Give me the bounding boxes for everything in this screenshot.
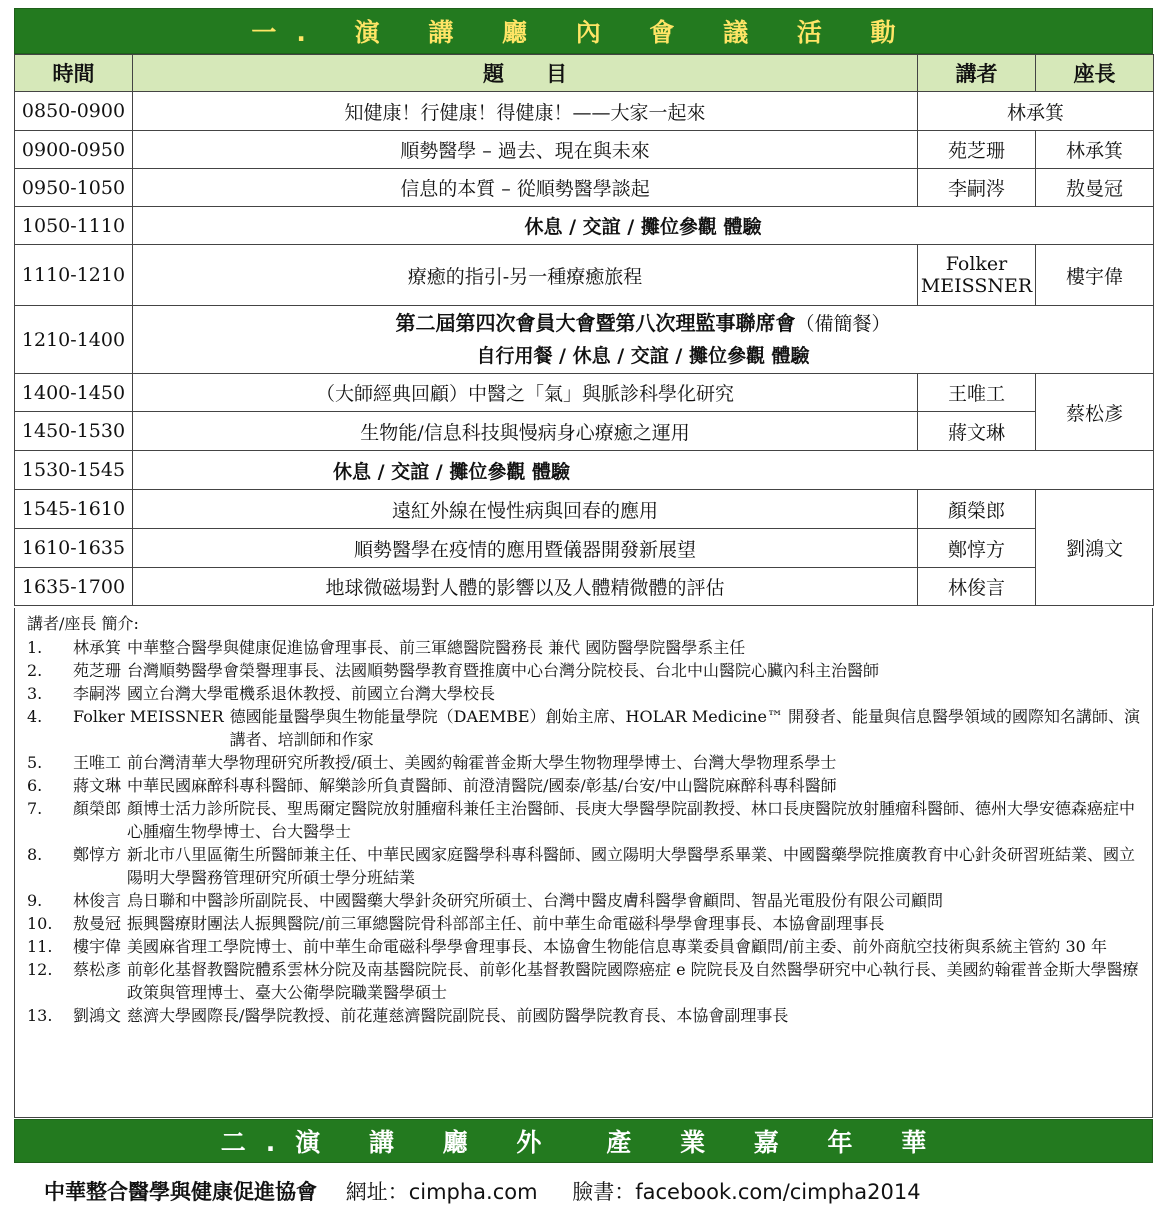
- time-cell: 1610-1635: [15, 529, 133, 568]
- bio-item: [27, 797, 1142, 843]
- bios-section: [14, 608, 1153, 1118]
- bio-name: 蔡松彥: [73, 960, 122, 979]
- bio-number: 2.: [27, 661, 43, 680]
- bio-text: 新北市八里區衛生所醫師兼主任、中華民國家庭醫學科專科醫師、國立陽明大學醫學系畢業、中國醫藥學院推廣教育中心針灸研習班結業、國立陽明大學醫務管理研究所碩士學分班結業: [127, 845, 1136, 887]
- schedule-table: [14, 54, 1154, 606]
- bio-text: 德國能量醫學與生物能量學院（DAEMBE）創始主席、HOLAR Medicine™ 開發者、能量與信息醫學領域的國際知名講師、演講者、培訓師和作家: [229, 707, 1141, 749]
- bio-item: [27, 636, 1142, 659]
- bio-text: 台灣順勢醫學會榮譽理事長、法國順勢醫學教育暨推廣中心台灣分院校長、台北中山醫院心臟內科主治醫師: [127, 661, 880, 680]
- bios-header: 講者/座長 簡介:: [27, 614, 139, 633]
- bio-name: 王唯工: [73, 753, 122, 772]
- speaker-cell: 顏榮郎: [918, 490, 1036, 529]
- speaker-cell: Folker MEISSNER: [918, 245, 1036, 306]
- chair-cell: 敖曼冠: [1036, 169, 1154, 207]
- table-row: [15, 207, 1154, 245]
- table-row: [15, 412, 1154, 451]
- bio-name: 樓宇偉: [73, 937, 122, 956]
- bio-text: 烏日聯和中醫診所副院長、中國醫藥大學針灸研究所碩士、台灣中醫皮膚科醫學會顧問、智晶光電股份有限公司顧問: [127, 891, 944, 910]
- bio-number: 10.: [27, 914, 53, 933]
- bio-text: 美國麻省理工學院博士、前中華生命電磁科學學會理事長、本協會生物能信息專業委員會顧問/前主委、前外商航空技術與系統主管約 30 年: [127, 937, 1107, 956]
- bio-item: [27, 705, 1142, 751]
- bio-text: 國立台灣大學電機系退休教授、前國立台灣大學校長: [127, 684, 496, 703]
- bio-number: 11.: [27, 937, 53, 956]
- bio-item: [27, 843, 1142, 889]
- bio-item: [27, 751, 1142, 774]
- speaker-cell: 苑芝珊: [918, 131, 1036, 169]
- time-cell: 0900-0950: [15, 131, 133, 169]
- chair-cell: 林承箕: [1036, 131, 1154, 169]
- table-row: [15, 245, 1154, 306]
- break-cell: 休息 / 交誼 / 攤位參觀 體驗: [133, 451, 1154, 490]
- bio-name: 林承箕: [73, 638, 122, 657]
- bio-item: [27, 889, 1142, 912]
- bio-text: 前彰化基督教醫院體系雲林分院及南基醫院院長、前彰化基督教醫院國際癌症 e 院院長及自然醫學研究中心執行長、美國約翰霍普金斯大學醫療政策與管理博士、臺大公衛學院職業醫學碩士: [127, 960, 1139, 1002]
- bio-number: 7.: [27, 799, 43, 818]
- table-row: [15, 169, 1154, 207]
- table-row: [15, 529, 1154, 568]
- table-row: [15, 92, 1154, 131]
- facebook-link[interactable]: facebook.com/cimpha2014: [635, 1180, 921, 1204]
- bio-text: 中華整合醫學與健康促進協會理事長、前三軍總醫院醫務長 兼代 國防醫學院醫學系主任: [127, 638, 746, 657]
- speaker-chair-cell: 林承箕: [918, 92, 1154, 131]
- bio-number: 1.: [27, 638, 43, 657]
- meeting-line-1: [133, 307, 1153, 340]
- table-row: [15, 490, 1154, 529]
- table-row: [15, 131, 1154, 169]
- time-cell: 1545-1610: [15, 490, 133, 529]
- break-cell: 休息 / 交誼 / 攤位參觀 體驗: [133, 207, 1154, 245]
- bio-item: [27, 682, 1142, 705]
- topic-cell: 療癒的指引-另一種療癒旅程: [133, 245, 918, 306]
- bio-number: 6.: [27, 776, 43, 795]
- topic-cell: （大師經典回顧）中醫之「氣」與脈診科學化研究: [133, 374, 918, 412]
- footer-org: 中華整合醫學與健康促進協會: [44, 1180, 317, 1204]
- chair-cell: 樓宇偉: [1036, 245, 1154, 306]
- time-cell: 1450-1530: [15, 412, 133, 451]
- bio-name: 李嗣涔: [73, 684, 122, 703]
- bio-item: [27, 1004, 1142, 1027]
- bio-number: 8.: [27, 845, 43, 864]
- bio-text: 慈濟大學國際長/醫學院教授、前花蓮慈濟醫院副院長、前國防醫學院教育長、本協會副理事長: [127, 1006, 789, 1025]
- bio-item: [27, 912, 1142, 935]
- bio-number: 12.: [27, 960, 53, 979]
- section1-title: 一. 演 講 廳 內 會 議 活 動: [251, 18, 916, 47]
- website-label: 網址：: [345, 1180, 409, 1204]
- topic-cell: 地球微磁場對人體的影響以及人體精微體的評估: [133, 568, 918, 606]
- table-header-row: [15, 55, 1154, 92]
- bio-text: 中華民國麻醉科專科醫師、解樂診所負責醫師、前澄清醫院/國泰/彰基/台安/中山醫院麻醉科專科醫師: [127, 776, 837, 795]
- time-cell: 1635-1700: [15, 568, 133, 606]
- time-cell: 1110-1210: [15, 245, 133, 306]
- bio-number: 13.: [27, 1006, 53, 1025]
- chair-cell: 劉鴻文: [1036, 490, 1154, 606]
- header-speaker: 講者: [918, 55, 1036, 92]
- topic-cell: 遠紅外線在慢性病與回春的應用: [133, 490, 918, 529]
- table-row: [15, 374, 1154, 412]
- bio-name: 林俊言: [73, 891, 122, 910]
- bio-name: 顏榮郎: [73, 799, 122, 818]
- table-row: [15, 451, 1154, 490]
- time-cell: 1210-1400: [15, 306, 133, 374]
- time-cell: 0850-0900: [15, 92, 133, 131]
- bio-text: 顏博士活力診所院長、聖馬爾定醫院放射腫瘤科兼任主治醫師、長庚大學醫學院副教授、林口長庚醫院放射腫瘤科醫師、德州大學安德森癌症中心腫瘤生物學博士、台大醫學士: [127, 799, 1136, 841]
- bio-number: 5.: [27, 753, 43, 772]
- header-time: 時間: [15, 55, 133, 92]
- bio-item: [27, 935, 1142, 958]
- website-link[interactable]: cimpha.com: [408, 1180, 538, 1204]
- topic-cell: 順勢醫學在疫情的應用暨儀器開發新展望: [133, 529, 918, 568]
- cropped-top-text: [14, 0, 1154, 6]
- section2-banner: [14, 1119, 1153, 1163]
- time-cell: 1400-1450: [15, 374, 133, 412]
- table-row: [15, 568, 1154, 606]
- bio-number: 4.: [27, 707, 43, 726]
- topic-cell: 生物能/信息科技與慢病身心療癒之運用: [133, 412, 918, 451]
- speaker-cell: 王唯工: [918, 374, 1036, 412]
- bio-text: 前台灣清華大學物理研究所教授/碩士、美國約翰霍普金斯大學生物物理學博士、台灣大學物理系學士: [127, 753, 837, 772]
- time-cell: 1530-1545: [15, 451, 133, 490]
- time-cell: 1050-1110: [15, 207, 133, 245]
- topic-cell: 信息的本質 – 從順勢醫學談起: [133, 169, 918, 207]
- bio-name: 苑芝珊: [73, 661, 122, 680]
- speaker-cell: 李嗣涔: [918, 169, 1036, 207]
- meeting-line-2: 自行用餐 / 休息 / 交誼 / 攤位參觀 體驗: [476, 345, 810, 367]
- footer: [44, 1176, 949, 1206]
- bio-name: Folker MEISSNER: [73, 707, 224, 726]
- speaker-cell: 鄭惇方: [918, 529, 1036, 568]
- time-cell: 0950-1050: [15, 169, 133, 207]
- meeting-cell: [133, 306, 1154, 374]
- bio-text: 振興醫療財團法人振興醫院/前三軍總醫院骨科部部主任、前中華生命電磁科學學會理事長、本協會副理事長: [127, 914, 885, 933]
- bio-name: 敖曼冠: [73, 914, 122, 933]
- section2-title: 二.演 講 廳 外 產 業 嘉 年 華: [220, 1128, 947, 1157]
- bio-name: 劉鴻文: [73, 1006, 122, 1025]
- facebook-label: 臉書：: [572, 1180, 636, 1204]
- chair-cell: 蔡松彥: [1036, 374, 1154, 451]
- header-chair: 座長: [1036, 55, 1154, 92]
- bio-item: [27, 958, 1142, 1004]
- meeting-note: （備簡餐）: [795, 313, 891, 335]
- footer-website: [346, 1180, 538, 1204]
- bio-number: 9.: [27, 891, 43, 910]
- topic-cell: 知健康！行健康！得健康！——大家一起來: [133, 92, 918, 131]
- table-row: [15, 306, 1154, 374]
- bio-item: [27, 774, 1142, 797]
- header-topic: 題 目: [133, 55, 918, 92]
- speaker-cell: 蔣文琳: [918, 412, 1036, 451]
- bio-number: 3.: [27, 684, 43, 703]
- meeting-title: 第二屆第四次會員大會暨第八次理監事聯席會: [395, 311, 796, 335]
- section1-banner: [14, 8, 1153, 54]
- bio-item: [27, 659, 1142, 682]
- speaker-cell: 林俊言: [918, 568, 1036, 606]
- bio-name: 鄭惇方: [73, 845, 122, 864]
- footer-facebook: [572, 1180, 920, 1204]
- topic-cell: 順勢醫學 – 過去、現在與未來: [133, 131, 918, 169]
- bio-name: 蔣文琳: [73, 776, 122, 795]
